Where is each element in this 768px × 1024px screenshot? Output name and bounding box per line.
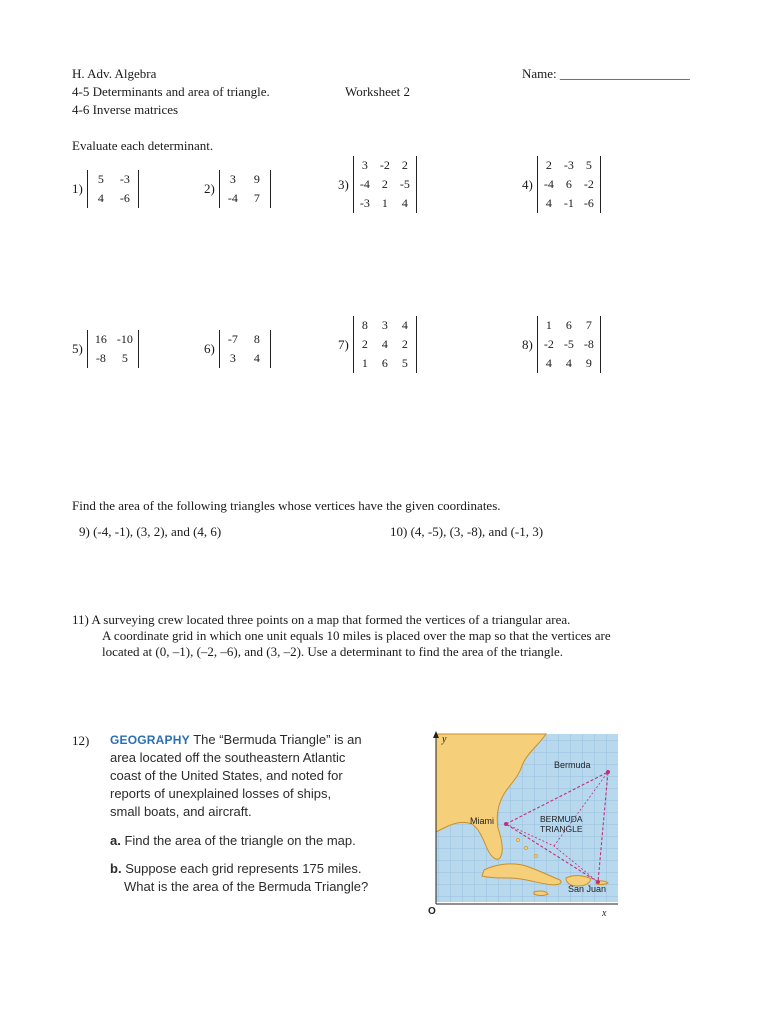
matrix-entry: -4 bbox=[359, 177, 370, 191]
section1-instruction: Evaluate each determinant. bbox=[72, 138, 214, 153]
matrix-entry: -2 bbox=[583, 177, 594, 191]
problem-10: 10) (4, -5), (3, -8), and (-1, 3) bbox=[390, 524, 544, 539]
matrix-row bbox=[539, 175, 599, 194]
matrix-row bbox=[539, 316, 599, 335]
matrix-entry: -5 bbox=[399, 177, 410, 191]
determinant-matrix bbox=[537, 156, 601, 213]
matrix-entry: 2 bbox=[361, 337, 368, 351]
matrix-entry: -7 bbox=[227, 332, 238, 346]
matrix-row bbox=[89, 349, 137, 368]
section2-instruction: Find the area of the following triangles whose vertices have the given coordinates. bbox=[72, 498, 501, 513]
matrix-entry: -3 bbox=[119, 172, 130, 186]
worksheet-label: Worksheet 2 bbox=[345, 84, 411, 99]
problem-number: 8) bbox=[522, 336, 533, 352]
matrix-entry: 8 bbox=[361, 318, 368, 332]
bahamas-dot bbox=[534, 854, 537, 857]
problem-number: 2) bbox=[204, 181, 215, 196]
matrix-row bbox=[89, 189, 137, 208]
matrix-row bbox=[355, 156, 415, 175]
name-field[interactable]: Name: ____________________ bbox=[522, 66, 690, 81]
part-a-label: a. bbox=[110, 833, 121, 848]
part-b-text1: Suppose each grid represents 175 miles. bbox=[125, 861, 362, 876]
matrix-entry: 7 bbox=[253, 191, 260, 205]
problem-12-line1: The “Bermuda Triangle” is an bbox=[193, 732, 362, 747]
problem-number: 1) bbox=[72, 181, 83, 196]
matrix-entry: 5 bbox=[97, 172, 104, 186]
matrix-entry: 6 bbox=[565, 177, 572, 191]
matrix-entry: 7 bbox=[585, 318, 592, 332]
part-a-text: Find the area of the triangle on the map. bbox=[124, 833, 356, 848]
topic-inverse: 4-6 Inverse matrices bbox=[72, 102, 179, 117]
bermuda-map bbox=[426, 728, 622, 920]
matrix-entry: 9 bbox=[253, 172, 260, 186]
bahamas-dot bbox=[524, 846, 527, 849]
problem-11-line1: 11) A surveying crew located three points on a map that formed the vertices of a triangular area. bbox=[72, 612, 571, 627]
matrix-row bbox=[355, 316, 415, 335]
matrix-entry: 5 bbox=[401, 356, 408, 370]
determinant-matrix bbox=[87, 170, 139, 208]
part-b bbox=[110, 860, 368, 896]
origin-label: O bbox=[428, 906, 436, 917]
matrix-row bbox=[355, 194, 415, 213]
matrix-entry: 4 bbox=[401, 318, 408, 332]
matrix-row bbox=[221, 189, 269, 208]
matrix-row bbox=[221, 170, 269, 189]
determinant-matrix bbox=[353, 316, 417, 373]
determinant-matrix bbox=[219, 170, 271, 208]
matrix-entry: -2 bbox=[543, 337, 554, 351]
determinant-problem-1 bbox=[72, 170, 139, 208]
part-a bbox=[110, 832, 356, 850]
problem-number: 5) bbox=[72, 341, 83, 356]
jamaica-island bbox=[534, 891, 548, 896]
matrix-entry: 9 bbox=[585, 356, 592, 370]
course-title: H. Adv. Algebra bbox=[72, 66, 157, 81]
problem-12-line3: coast of the United States, and noted for bbox=[110, 768, 343, 783]
matrix-entry: 6 bbox=[565, 318, 572, 332]
matrix-entry: -8 bbox=[95, 351, 106, 365]
matrix-entry: 1 bbox=[361, 356, 368, 370]
determinant-matrix bbox=[87, 330, 139, 368]
matrix-entry: 2 bbox=[381, 177, 388, 191]
matrix-row bbox=[89, 170, 137, 189]
matrix-entry: -6 bbox=[583, 196, 594, 210]
x-axis-label: x bbox=[602, 908, 607, 919]
triangle-label-line1: BERMUDA bbox=[540, 814, 583, 824]
topic-determinants: 4-5 Determinants and area of triangle. bbox=[72, 84, 270, 99]
matrix-entry: 4 bbox=[565, 356, 572, 370]
matrix-row bbox=[355, 354, 415, 373]
matrix-row bbox=[221, 349, 269, 368]
problem-12-text bbox=[110, 731, 362, 821]
problem-11-line2: A coordinate grid in which one unit equals 10 miles is placed over the map so that the vertices are bbox=[102, 628, 611, 643]
matrix-entry: -3 bbox=[359, 196, 370, 210]
matrix-entry: 2 bbox=[401, 337, 408, 351]
matrix-row bbox=[89, 330, 137, 349]
matrix-entry: -4 bbox=[543, 177, 554, 191]
matrix-entry: 6 bbox=[381, 356, 388, 370]
bermuda-label: Bermuda bbox=[554, 760, 591, 770]
matrix-entry: 4 bbox=[253, 351, 260, 365]
matrix-row bbox=[539, 335, 599, 354]
geography-label: GEOGRAPHY bbox=[110, 733, 190, 747]
matrix-entry: 16 bbox=[94, 332, 107, 346]
matrix-entry: 2 bbox=[545, 158, 552, 172]
triangle-label-line2: TRIANGLE bbox=[540, 824, 583, 834]
problem-9: 9) (-4, -1), (3, 2), and (4, 6) bbox=[79, 524, 222, 539]
part-b-text2: What is the area of the Bermuda Triangle? bbox=[124, 879, 369, 894]
matrix-entry: 4 bbox=[97, 191, 104, 205]
determinant-problem-6 bbox=[204, 330, 271, 368]
miami-point bbox=[504, 822, 508, 826]
determinant-problem-8 bbox=[522, 316, 601, 373]
determinant-matrix bbox=[219, 330, 271, 368]
bermuda-point bbox=[606, 770, 610, 774]
matrix-entry: 3 bbox=[381, 318, 388, 332]
matrix-row bbox=[539, 194, 599, 213]
matrix-row bbox=[355, 175, 415, 194]
matrix-entry: 8 bbox=[253, 332, 260, 346]
problem-11-line3: located at (0, –1), (–2, –6), and (3, –2). Use a determinant to find the area of the triangle. bbox=[102, 644, 563, 659]
san-juan-label: San Juan bbox=[568, 884, 607, 894]
matrix-entry: 3 bbox=[229, 172, 236, 186]
bahamas-dot bbox=[516, 838, 519, 841]
miami-label: Miami bbox=[470, 816, 494, 826]
matrix-entry: -2 bbox=[379, 158, 390, 172]
matrix-entry: -4 bbox=[227, 191, 238, 205]
matrix-row bbox=[539, 354, 599, 373]
problem-12-line4: reports of unexplained losses of ships, bbox=[110, 786, 332, 801]
problem-12-line2: area located off the southeastern Atlantic bbox=[110, 750, 346, 765]
matrix-entry: -6 bbox=[119, 191, 130, 205]
problem-number: 6) bbox=[204, 341, 215, 356]
matrix-entry: 1 bbox=[381, 196, 388, 210]
matrix-entry: 3 bbox=[361, 158, 368, 172]
problem-12-number: 12) bbox=[72, 733, 90, 748]
matrix-entry: 2 bbox=[401, 158, 408, 172]
problem-number: 3) bbox=[338, 176, 349, 192]
problem-number: 7) bbox=[338, 336, 349, 352]
determinant-problem-3 bbox=[338, 156, 417, 213]
matrix-entry: -5 bbox=[563, 337, 574, 351]
matrix-entry: 4 bbox=[381, 337, 388, 351]
matrix-entry: -3 bbox=[563, 158, 574, 172]
matrix-entry: 5 bbox=[121, 351, 128, 365]
matrix-entry: 4 bbox=[545, 356, 552, 370]
problem-12-line5: small boats, and aircraft. bbox=[110, 804, 252, 819]
matrix-row bbox=[539, 156, 599, 175]
matrix-entry: -1 bbox=[563, 196, 574, 210]
determinant-matrix bbox=[353, 156, 417, 213]
part-b-label: b. bbox=[110, 861, 122, 876]
matrix-entry: 4 bbox=[545, 196, 552, 210]
matrix-entry: -8 bbox=[583, 337, 594, 351]
determinant-problem-5 bbox=[72, 330, 139, 368]
matrix-entry: 3 bbox=[229, 351, 236, 365]
matrix-entry: 4 bbox=[401, 196, 408, 210]
matrix-entry: 5 bbox=[585, 158, 592, 172]
y-axis-label: y bbox=[442, 734, 447, 745]
problem-number: 4) bbox=[522, 176, 533, 192]
matrix-row bbox=[355, 335, 415, 354]
determinant-problem-7 bbox=[338, 316, 417, 373]
determinant-matrix bbox=[537, 316, 601, 373]
determinant-problem-4 bbox=[522, 156, 601, 213]
matrix-row bbox=[221, 330, 269, 349]
matrix-entry: 1 bbox=[545, 318, 552, 332]
determinant-problem-2 bbox=[204, 170, 271, 208]
matrix-entry: -10 bbox=[116, 332, 133, 346]
